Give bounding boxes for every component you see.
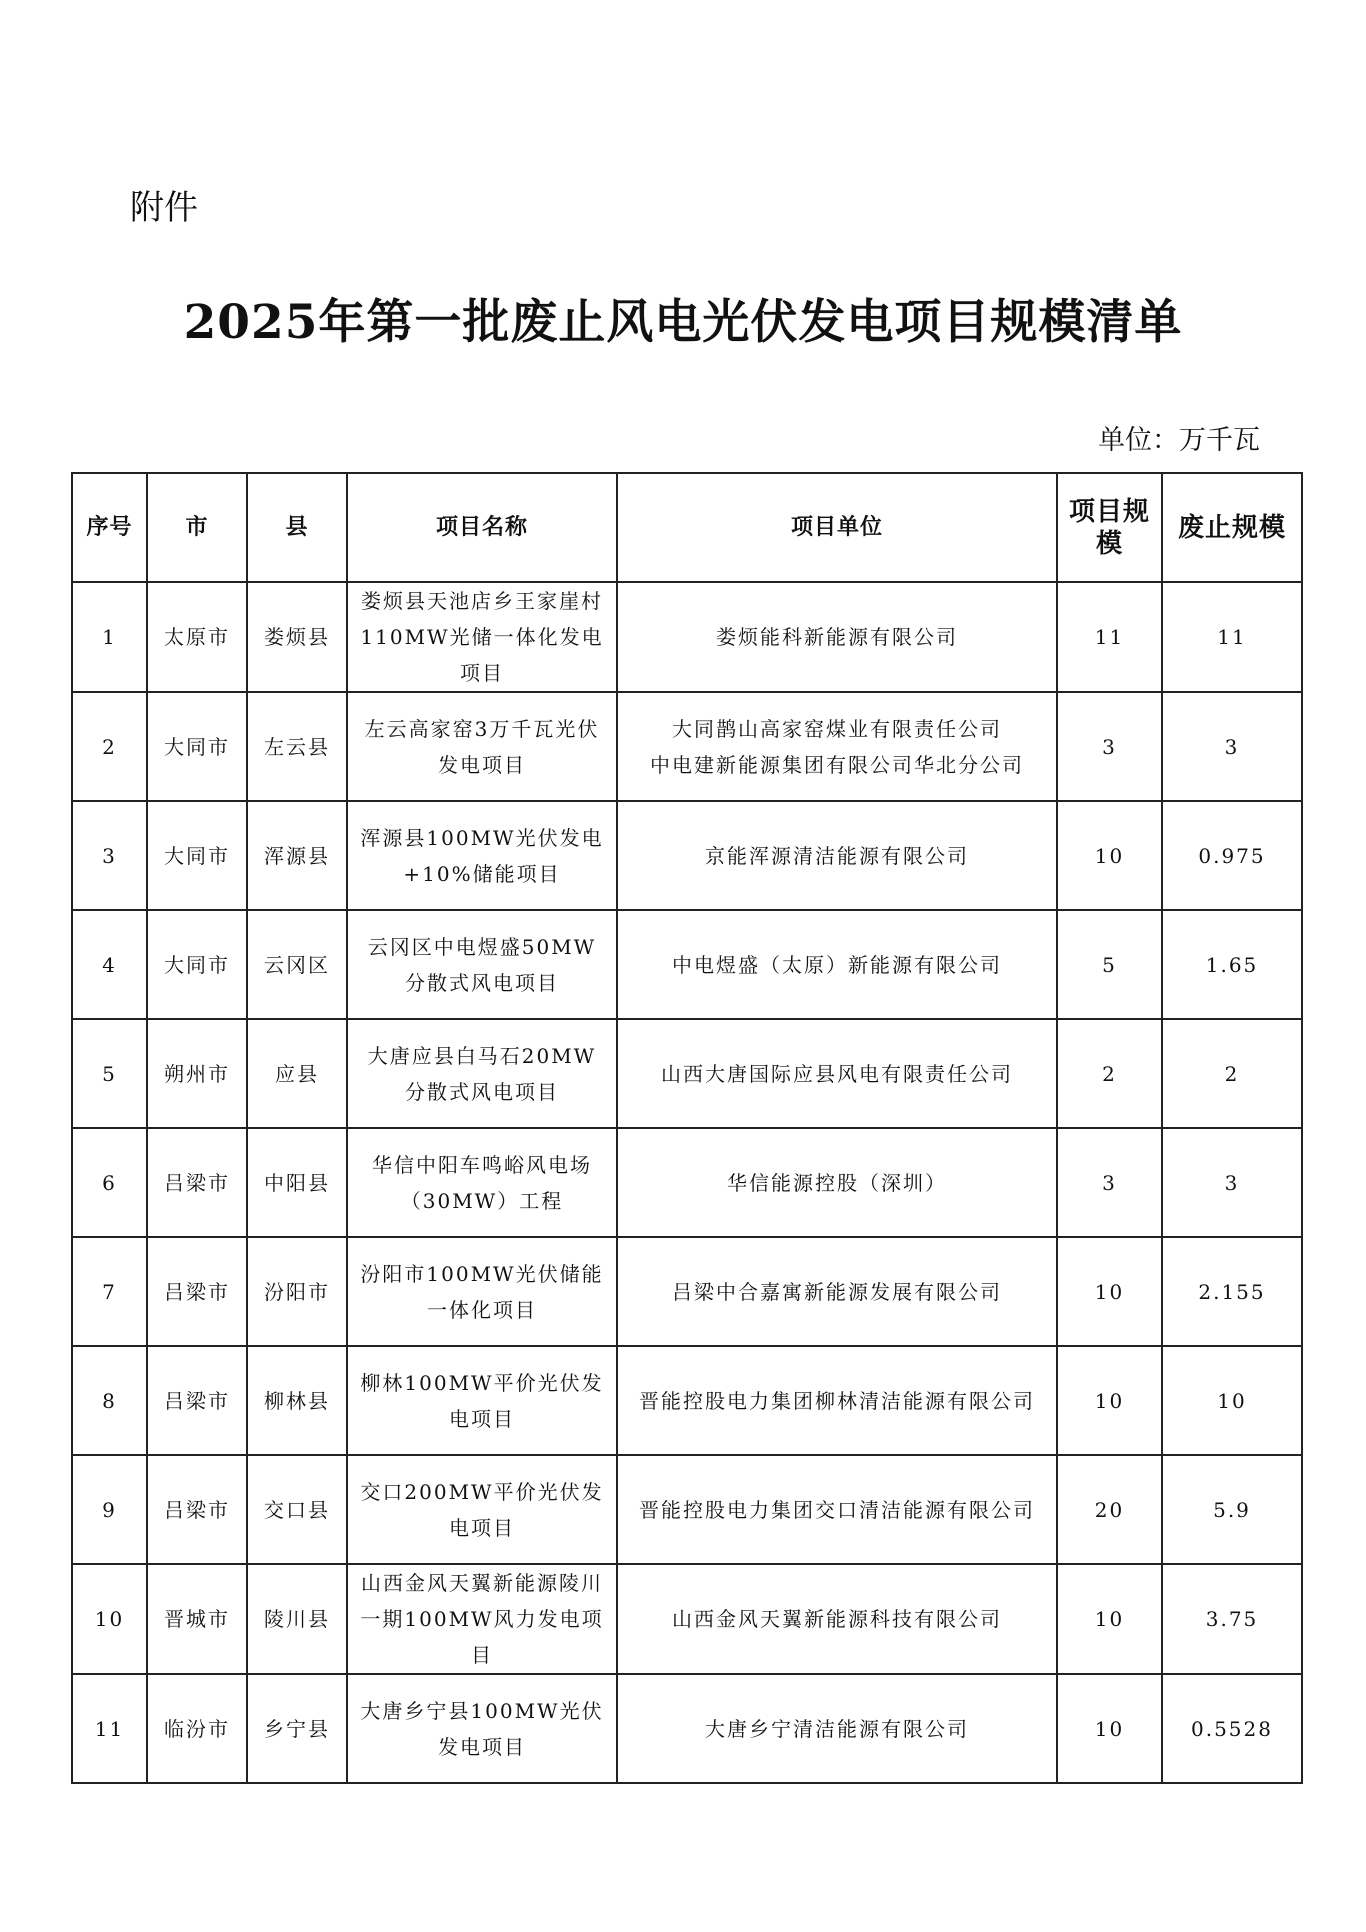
cell-project-scale: 10 (1057, 1564, 1162, 1674)
cell-seq: 11 (72, 1674, 147, 1783)
cell-county: 乡宁县 (247, 1674, 347, 1783)
document-title: 2025年第一批废止风电光伏发电项目规模清单 (183, 295, 1183, 350)
cell-abolished-scale: 11 (1162, 582, 1302, 692)
cell-city: 太原市 (147, 582, 247, 692)
table-row (72, 1674, 1302, 1783)
project-table (71, 472, 1303, 1784)
cell-city: 晋城市 (147, 1564, 247, 1674)
cell-county: 中阳县 (247, 1128, 347, 1237)
cell-project-scale: 11 (1057, 582, 1162, 692)
cell-seq: 1 (72, 582, 147, 692)
cell-seq: 2 (72, 692, 147, 801)
cell-city: 大同市 (147, 801, 247, 910)
cell-project-name: 娄烦县天池店乡王家崖村110MW光储一体化发电项目 (347, 582, 617, 692)
cell-project-name: 大唐应县白马石20MW分散式风电项目 (347, 1019, 617, 1128)
header-project-unit: 项目单位 (617, 473, 1057, 582)
cell-abolished-scale: 2 (1162, 1019, 1302, 1128)
header-project-scale (1057, 473, 1162, 582)
table-row (72, 1019, 1302, 1128)
cell-abolished-scale: 2.155 (1162, 1237, 1302, 1346)
cell-project-scale: 3 (1057, 692, 1162, 801)
header-abolished-scale (1162, 473, 1302, 582)
cell-project-scale: 3 (1057, 1128, 1162, 1237)
cell-project-scale: 5 (1057, 910, 1162, 1019)
cell-seq: 3 (72, 801, 147, 910)
cell-city: 大同市 (147, 692, 247, 801)
table-row (72, 692, 1302, 801)
cell-project-unit: 京能浑源清洁能源有限公司 (617, 801, 1057, 910)
cell-county: 浑源县 (247, 801, 347, 910)
cell-abolished-scale: 3 (1162, 1128, 1302, 1237)
cell-project-name: 左云高家窑3万千瓦光伏发电项目 (347, 692, 617, 801)
cell-county: 柳林县 (247, 1346, 347, 1455)
cell-county: 汾阳市 (247, 1237, 347, 1346)
cell-project-unit: 吕梁中合嘉寓新能源发展有限公司 (617, 1237, 1057, 1346)
cell-county: 交口县 (247, 1455, 347, 1564)
cell-abolished-scale: 0.975 (1162, 801, 1302, 910)
cell-project-scale: 10 (1057, 1674, 1162, 1783)
cell-project-name: 大唐乡宁县100MW光伏发电项目 (347, 1674, 617, 1783)
cell-seq: 4 (72, 910, 147, 1019)
table-row (72, 910, 1302, 1019)
cell-project-name: 柳林100MW平价光伏发电项目 (347, 1346, 617, 1455)
header-city: 市 (147, 473, 247, 582)
table-header-row (72, 473, 1302, 582)
cell-city: 吕梁市 (147, 1346, 247, 1455)
header-county: 县 (247, 473, 347, 582)
cell-project-name: 交口200MW平价光伏发电项目 (347, 1455, 617, 1564)
table-row (72, 1455, 1302, 1564)
cell-project-unit: 大唐乡宁清洁能源有限公司 (617, 1674, 1057, 1783)
cell-seq: 5 (72, 1019, 147, 1128)
cell-project-scale: 10 (1057, 1346, 1162, 1455)
header-seq: 序号 (72, 473, 147, 582)
cell-city: 吕梁市 (147, 1455, 247, 1564)
table-row (72, 801, 1302, 910)
cell-county: 娄烦县 (247, 582, 347, 692)
cell-county: 应县 (247, 1019, 347, 1128)
cell-abolished-scale: 3 (1162, 692, 1302, 801)
cell-project-unit: 娄烦能科新能源有限公司 (617, 582, 1057, 692)
cell-abolished-scale: 1.65 (1162, 910, 1302, 1019)
unit-label: 单位：万千瓦 (1098, 425, 1260, 456)
cell-project-unit: 山西大唐国际应县风电有限责任公司 (617, 1019, 1057, 1128)
cell-project-unit: 山西金风天翼新能源科技有限公司 (617, 1564, 1057, 1674)
cell-project-unit: 晋能控股电力集团交口清洁能源有限公司 (617, 1455, 1057, 1564)
cell-project-name: 云冈区中电煜盛50MW分散式风电项目 (347, 910, 617, 1019)
table-row (72, 1564, 1302, 1674)
cell-project-name: 汾阳市100MW光伏储能一体化项目 (347, 1237, 617, 1346)
cell-project-name: 浑源县100MW光伏发电+10%储能项目 (347, 801, 617, 910)
cell-city: 吕梁市 (147, 1237, 247, 1346)
cell-county: 云冈区 (247, 910, 347, 1019)
cell-seq: 7 (72, 1237, 147, 1346)
cell-project-scale: 10 (1057, 801, 1162, 910)
cell-city: 临汾市 (147, 1674, 247, 1783)
cell-seq: 9 (72, 1455, 147, 1564)
table-row (72, 1237, 1302, 1346)
cell-project-scale: 20 (1057, 1455, 1162, 1564)
cell-abolished-scale: 5.9 (1162, 1455, 1302, 1564)
cell-county: 左云县 (247, 692, 347, 801)
cell-project-unit: 晋能控股电力集团柳林清洁能源有限公司 (617, 1346, 1057, 1455)
cell-seq: 10 (72, 1564, 147, 1674)
header-project-name: 项目名称 (347, 473, 617, 582)
cell-city: 朔州市 (147, 1019, 247, 1128)
cell-project-unit: 中电煜盛（太原）新能源有限公司 (617, 910, 1057, 1019)
cell-abolished-scale: 10 (1162, 1346, 1302, 1455)
header-abolished-scale-text: 废止规模 (1177, 512, 1286, 543)
cell-project-scale: 10 (1057, 1237, 1162, 1346)
table-row (72, 1346, 1302, 1455)
cell-seq: 8 (72, 1346, 147, 1455)
cell-project-name: 华信中阳车鸣峪风电场（30MW）工程 (347, 1128, 617, 1237)
table-row (72, 582, 1302, 692)
cell-city: 吕梁市 (147, 1128, 247, 1237)
cell-project-scale: 2 (1057, 1019, 1162, 1128)
cell-project-unit: 华信能源控股（深圳） (617, 1128, 1057, 1237)
cell-project-unit: 大同鹊山高家窑煤业有限责任公司 中电建新能源集团有限公司华北分公司 (617, 692, 1057, 801)
cell-county: 陵川县 (247, 1564, 347, 1674)
cell-project-name: 山西金风天翼新能源陵川一期100MW风力发电项目 (347, 1564, 617, 1674)
cell-city: 大同市 (147, 910, 247, 1019)
attachment-label: 附件 (130, 188, 198, 228)
cell-abolished-scale: 3.75 (1162, 1564, 1302, 1674)
cell-abolished-scale: 0.5528 (1162, 1674, 1302, 1783)
cell-seq: 6 (72, 1128, 147, 1237)
header-project-scale-text: 项目规模 (1068, 496, 1150, 559)
table-row (72, 1128, 1302, 1237)
